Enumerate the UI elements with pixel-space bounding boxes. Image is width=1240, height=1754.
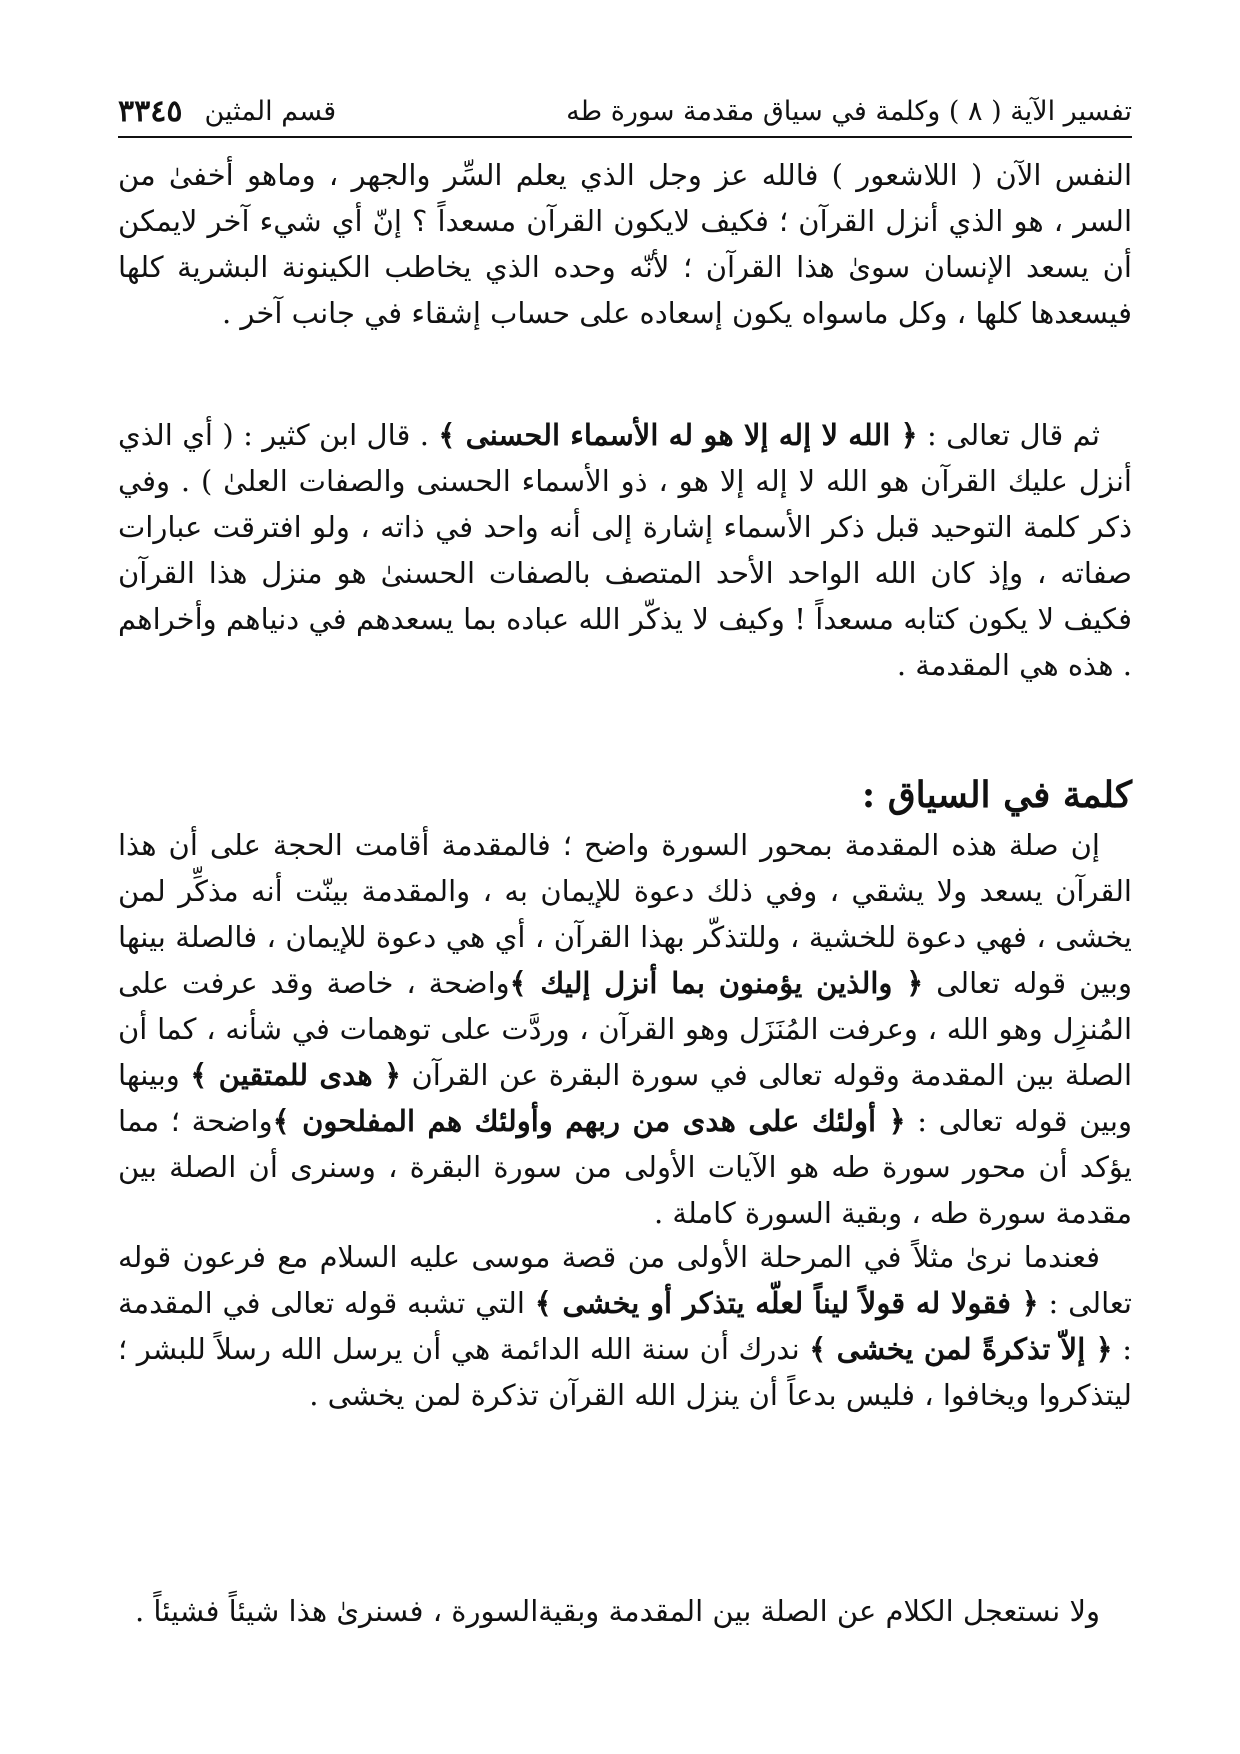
- paragraph-2-text-b: . قال ابن كثير : ( أي الذي أنزل عليك القرآن هو الله لا إله إلا هو ، ذو الأسماء الحسنى والصفات العلىٰ ) . وفي ذكر كلمة التوحيد قبل ذكر الأسماء إشارة إلى أنه واحد في ذاته ، ولو افترقت عبارات صفاته ، وإذ كان الله الواحد الأحد المتصف بالصفات الحسنىٰ هو منزل هذا القرآن فكيف لا يكون كتابه مسعداً ! وكيف لا يذكّر الله عباده بما يسعدهم في دنياهم وأخراهم . هذه هي المقدمة .: [118, 418, 1132, 682]
- quran-verse: ﴿ إلاّ تذكرةً لمن يخشى ﴾: [809, 1332, 1113, 1366]
- paragraph-5: ولا نستعجل الكلام عن الصلة بين المقدمة وبقيةالسورة ، فسنرىٰ هذا شيئاً فشيئاً .: [134, 1594, 1100, 1628]
- paragraph-3-text-d: واضحة ؛ مما يؤكد أن محور سورة طه هو الآيات الأولى من سورة البقرة ، وسنرى أن الصلة بين مقدمة سورة طه ، وبقية السورة كاملة .: [118, 1104, 1132, 1230]
- paragraph-4-text-b: التي تشبه قوله تعالى في المقدمة :: [118, 1286, 1132, 1366]
- header-divider: [118, 136, 1132, 138]
- quran-verse: ﴿ الله لا إله إلا هو له الأسماء الحسنى ﴾: [438, 418, 918, 452]
- page-header: [118, 80, 1132, 130]
- paragraph-2: [118, 412, 1132, 688]
- quran-verse: ﴿ والذين يؤمنون بما أنزل إليك ﴾: [509, 966, 924, 1000]
- quran-verse: ﴿ أولئك على هدى من ربهم وأولئك هم المفلحون ﴾: [272, 1104, 906, 1138]
- section-name: قسم المثين: [204, 96, 337, 127]
- paragraph-4: [118, 1234, 1132, 1418]
- section-heading: كلمة في السياق :: [861, 774, 1132, 816]
- paragraph-2-text-a: ثم قال تعالى :: [917, 418, 1100, 452]
- paragraph-4-text-c: ندرك أن سنة الله الدائمة هي أن يرسل الله رسلاً للبشر ؛ ليتذكروا ويخافوا ، فليس بدعاً أن ينزل الله القرآن تذكرة لمن يخشى .: [118, 1332, 1132, 1412]
- paragraph-3-text-b: واضحة ، خاصة وقد عرفت على المُنزِل وهو الله ، وعرفت المُنَزَل وهو القرآن ، وردَّت على توهمات في شأنه ، كما أن الصلة بين المقدمة وقوله تعالى في سورة البقرة عن القرآن: [118, 966, 1133, 1092]
- quran-verse: ﴿ هدى للمتقين ﴾: [190, 1058, 401, 1092]
- paragraph-3-text-c: وبينها وبين قوله تعالى :: [118, 1058, 1132, 1138]
- running-title: تفسير الآية ( ٨ ) وكلمة في سياق مقدمة سورة طه: [566, 96, 1132, 127]
- paragraph-1: النفس الآن ( اللاشعور ) فالله عز وجل الذي يعلم السِّر والجهر ، وماهو أخفىٰ من السر ، هو الذي أنزل القرآن ؛ فكيف لايكون القرآن مسعداً ؟ إنّ أي شيء آخر لايمكن أن يسعد الإنسان سوىٰ هذا القرآن ؛ لأنّه وحده الذي يخاطب الكينونة البشرية كلها فيسعدها كلها ، وكل ماسواه يكون إسعاده على حساب إشقاء في جانب آخر .: [118, 158, 1132, 330]
- paragraph-3: [118, 822, 1132, 1236]
- header-left-group: [118, 94, 336, 130]
- quran-verse: ﴿ فقولا له قولاً ليناً لعلّه يتذكر أو يخشى ﴾: [534, 1286, 1039, 1320]
- page-number: ٣٣٤٥: [118, 94, 183, 129]
- paragraph-4-text-a: فعندما نرىٰ مثلاً في المرحلة الأولى من قصة موسى عليه السلام مع فرعون قوله تعالى :: [118, 1240, 1132, 1320]
- paragraph-3-text-a: إن صلة هذه المقدمة بمحور السورة واضح ؛ فالمقدمة أقامت الحجة على أن هذا القرآن يسعد ولا يشقي ، وفي ذلك دعوة للإيمان به ، والمقدمة بينّت أنه مذكِّر لمن يخشى ، فهي دعوة للخشية ، وللتذكّر بهذا القرآن ، أي هي دعوة للإيمان ، فالصلة بينها وبين قوله تعالى: [118, 828, 1132, 1000]
